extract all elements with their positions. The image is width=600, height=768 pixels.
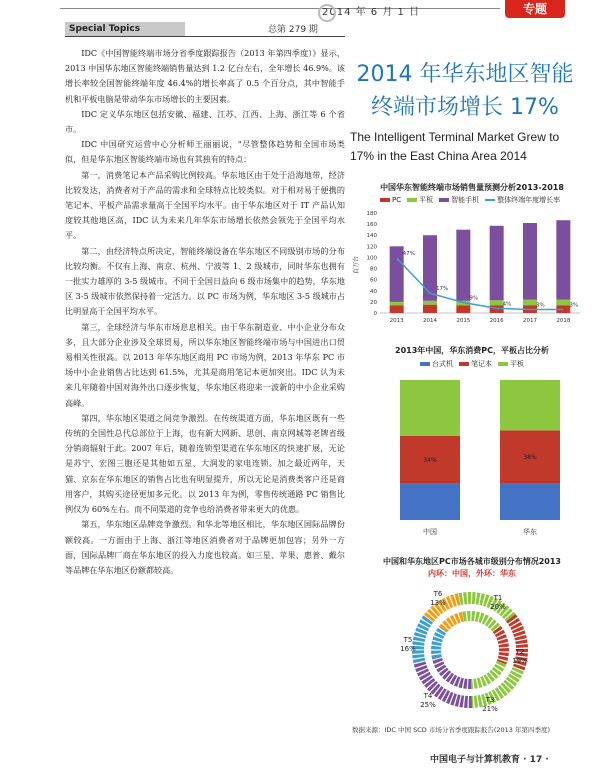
bar-segment	[423, 301, 437, 305]
header-rule	[60, 8, 500, 9]
bar-segment	[556, 220, 570, 299]
article-body	[65, 46, 345, 578]
x-tick-label: 中国	[423, 528, 437, 536]
chart1-svg	[352, 205, 592, 330]
y-tick-label: 0	[373, 311, 377, 317]
y-tick-label: 160	[366, 222, 377, 229]
chart3-subtitle: 内环：中国，外环：华东	[428, 569, 516, 578]
bar-segment	[556, 300, 570, 306]
y-tick-label: 60	[370, 277, 377, 284]
bar-segment	[456, 305, 470, 313]
bar-segment	[390, 305, 404, 313]
y-tick-label: 40	[370, 288, 377, 295]
section-label: Special Topics	[65, 22, 185, 36]
x-tick-label: 2018	[556, 318, 571, 324]
article-title-en: The Intelligent Terminal Market Grew to 17% in the East China Area 2014	[350, 130, 560, 163]
chart2-svg	[352, 370, 592, 542]
x-tick-label: 华东	[523, 528, 537, 536]
paragraph: IDC 定义华东地区包括安徽、福建、江苏、江西、上海、浙江等 6 个省市。	[65, 108, 345, 135]
issue-date: 2014 年 6 月 1 日	[322, 7, 421, 18]
bar-segment	[523, 300, 537, 306]
bar-segment	[423, 235, 437, 301]
bar-segment	[523, 223, 537, 300]
bar-segment	[500, 380, 560, 430]
segment-label: T2 19%	[512, 648, 528, 665]
data-label: 17%	[436, 286, 449, 293]
y-axis-label: 百万台	[353, 255, 360, 275]
chart3-svg	[380, 582, 560, 722]
legend-item: PC	[380, 196, 401, 204]
chart1-title: 中国华东智能终端市场销售量预测分析2013-2018	[380, 183, 564, 192]
paragraph: 第四，华东地区渠道之间竞争激烈。在传统渠道方面，华东地区既有一些传统的全国性总代总部位于上海，也有新大网新、思创、南京网城等老牌省级分销商辐射于此。2007 年后，随着连锁型渠道在华东地区的快速扩展，无论是苏宁、宏图三胞还是其他如五星、大润发的家电连锁。加之最近两年，天猫、京东在华东地区的销售占比也有明显提升，所以无论是消费类客户还是商用客户，其购买途径更加多元化。以 2013 年为例，零售传统通路 PC 销售比例仅为 60%左右。而不同渠道的竞争也给消费者带来更大的优惠。	[65, 412, 345, 515]
data-label: 47%	[402, 251, 415, 258]
bar-segment	[423, 305, 437, 313]
paragraph: 第一，消费笔记本产品采购比例较高。华东地区由于处于沿海地带，经济比较发达，消费者对于产品的需求和全球特点比较类似。对于相对易于便携的笔记本、平板产品需求量高于全国平均水平。由于华东地区对于 IT 产品认知度较其他地区高，IDC 认为未来几年华东市场增长依然会领先于全国平均水平。	[65, 169, 345, 241]
legend-item: 整体终端年度增长率	[485, 195, 560, 205]
y-tick-label: 140	[366, 233, 377, 240]
x-tick-label: 2014	[423, 318, 437, 324]
x-tick-label: 2017	[523, 318, 537, 324]
segment-label: T3 21%	[482, 696, 498, 713]
topic-tag: 专题	[505, 0, 565, 18]
bar-segment	[390, 302, 404, 305]
data-label: 4%	[502, 301, 512, 308]
issue-number: 总第 279 期	[268, 25, 318, 35]
donut-segment	[463, 616, 496, 629]
segment-label: T5 16%	[400, 636, 416, 653]
bar-segment	[400, 380, 460, 436]
x-tick-label: 2015	[456, 318, 471, 324]
paragraph: IDC 中国研究运营中心分析师王丽丽说，"尽管整体趋势和全国市场类似，但是华东地区智能终端市场也有其独有的特点：	[65, 139, 345, 165]
section-rule	[65, 36, 345, 37]
article-title-zh: 2014 年华东地区智能终端市场增长 17%	[356, 62, 574, 120]
x-tick-label: 2013	[389, 318, 404, 324]
bar-segment	[456, 230, 470, 301]
donut-segment	[437, 658, 471, 684]
segment-label: T6 13%	[430, 590, 446, 607]
y-tick-label: 80	[370, 266, 377, 273]
legend-item: 台式机	[420, 359, 453, 369]
legend-item: 笔记本	[459, 359, 492, 369]
data-label: 9%	[469, 295, 479, 302]
page-header	[0, 0, 600, 40]
bar-segment	[490, 300, 504, 305]
bar-segment	[500, 484, 560, 520]
data-label: 38%	[523, 454, 537, 461]
y-tick-label: 120	[366, 244, 377, 251]
legend-item: 平板	[407, 195, 433, 205]
bar-segment	[490, 226, 504, 300]
decorative-circle	[318, 4, 336, 22]
chart3-title: 中国和华东地区PC市场各城市级别分布情况2013	[383, 557, 561, 566]
paragraph: 第五，华东地区品牌竞争激烈。和华北等地区相比，华东地区国际品牌份额较高。一方面由于上海、浙江等地区消费者对于品牌更加包容；另外一方面，国际品牌厂商在华东地区的投入力度也较高。如三星、苹果、惠普、戴尔等品牌在华东地区份额都较高。	[65, 519, 345, 575]
y-tick-label: 180	[366, 211, 377, 217]
paragraph: 第二，由经济特点所决定，智能终端设备在华东地区不同级别市场的分布比较均衡。不仅有上海、南京、杭州、宁波等 1、2 级城市，同时华东也拥有一批实力雄厚的 3-5 级城市。不同于全国日益向 6 级市场集中的趋势，华东地区 3-5 级城市依然保持着一定活力。以 PC 市场为例，华东地区 3-5 级城市占比明显高于全国平均水平。	[65, 245, 345, 317]
legend-item: 平板	[498, 359, 524, 369]
paragraph: IDC《中国智能终端市场分省季度跟踪报告（2013 年第四季度）》显示，2013 中国华东地区智能终端销售量达到 1.2 亿台左右，全年增长 46.9%。该增长率较全国智能终端年度 46.4%的增长率高了 0.5 个百分点，其中智能手机和平板电脑是带动华东市场增长的主要因素。	[65, 48, 345, 104]
data-source: 数据来源：IDC 中国 SCD 市场分省季度跟踪报告(2013 年第四季度)	[352, 726, 551, 734]
data-label: 3%	[569, 302, 579, 309]
donut-segment	[436, 629, 443, 657]
chart2-title: 2013年中国，华东消费PC，平板占比分析	[395, 346, 549, 355]
segment-label: T1 20%	[490, 594, 506, 611]
chart1-legend	[380, 195, 560, 205]
chart2-legend	[420, 359, 524, 369]
bar-segment	[390, 246, 404, 302]
x-tick-label: 2016	[489, 318, 504, 324]
donut-segment	[471, 663, 501, 684]
segment-label: T4 25%	[420, 692, 436, 709]
donut-segment	[497, 629, 504, 663]
donut-segment	[418, 618, 429, 661]
y-tick-label: 100	[366, 255, 377, 262]
donut-segment	[443, 617, 463, 630]
data-label: 34%	[423, 456, 437, 464]
paragraph: 第三，全球经济与华东市场息息相关。由于华东制造业、中小企业分布众多，且大部分企业涉及全球贸易，所以华东地区智能终端市场与中国进出口贸易相关性很高。以 2013 年华东地区商用 PC 市场为例，2013 年华东 PC 市场中小企业销售占比达到 61.5%，尤其是商用笔记本更加突出。IDC 认为未来几年随着中国对海外出口逐步恢复，华东地区将迎来一波新的中小企业采购高峰。	[65, 321, 345, 408]
y-tick-label: 20	[370, 299, 377, 306]
data-label: 3%	[536, 302, 545, 309]
page-footer: 中国电子与计算机教育 · 17 ·	[430, 755, 549, 765]
legend-item: 智能手机	[439, 195, 479, 205]
bar-segment	[400, 484, 460, 520]
